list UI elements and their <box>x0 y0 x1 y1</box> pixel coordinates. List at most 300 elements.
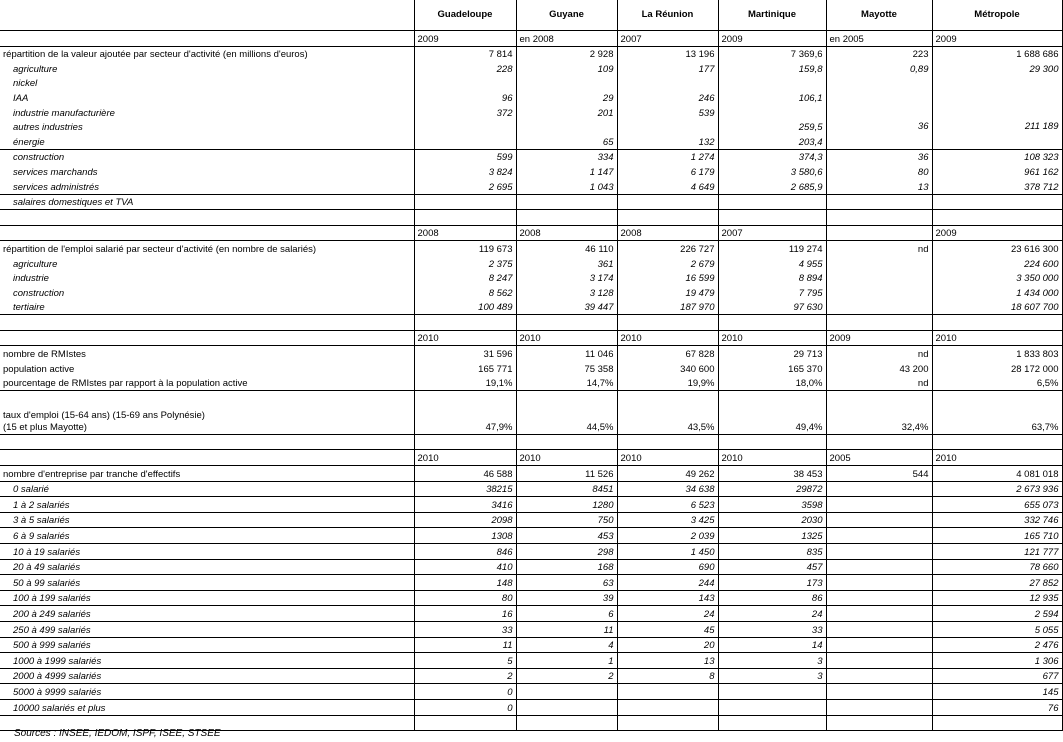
value-cell: 3 824 <box>414 164 516 179</box>
value-cell: 63,7% <box>932 406 1062 435</box>
value-cell: 2 685,9 <box>718 179 826 194</box>
value-cell: 43 200 <box>826 361 932 376</box>
value-cell: 3 580,6 <box>718 164 826 179</box>
value-cell: nd <box>826 346 932 361</box>
value-cell: 13 196 <box>617 46 718 61</box>
row-label: population active <box>3 363 75 375</box>
value-cell: 108 323 <box>932 149 1062 164</box>
value-cell: 80 <box>414 590 516 606</box>
value-cell: 32,4% <box>826 406 932 435</box>
row-label: 3 à 5 salariés <box>0 512 414 528</box>
value-cell: 677 <box>932 668 1062 684</box>
value-cell: 13 <box>826 179 932 194</box>
value-cell <box>414 210 516 226</box>
value-cell: 33 <box>718 621 826 637</box>
value-cell <box>516 391 617 406</box>
value-cell: 80 <box>826 164 932 179</box>
value-cell: 835 <box>718 544 826 560</box>
year-cell: 2009 <box>414 31 516 47</box>
value-cell: 29872 <box>718 481 826 497</box>
table-row <box>0 497 1062 513</box>
value-cell: 1 688 686 <box>932 46 1062 61</box>
value-cell <box>826 271 932 286</box>
value-cell: 5 <box>414 653 516 669</box>
year-cell: en 2008 <box>516 31 617 47</box>
row-label <box>0 225 414 241</box>
value-cell: 3 174 <box>516 271 617 286</box>
value-cell <box>826 497 932 513</box>
value-cell <box>718 76 826 91</box>
value-cell <box>414 134 516 149</box>
value-cell <box>932 715 1062 731</box>
value-cell <box>718 715 826 731</box>
value-cell: 148 <box>414 575 516 591</box>
value-cell: 4 081 018 <box>932 466 1062 482</box>
value-cell: 244 <box>617 575 718 591</box>
value-cell: 223 <box>826 46 932 61</box>
value-cell <box>414 315 516 331</box>
row-label: salaires domestiques et TVA <box>0 194 414 210</box>
value-cell: 226 727 <box>617 241 718 256</box>
value-cell: 24 <box>617 606 718 622</box>
header-blank <box>0 0 414 31</box>
value-cell: 961 162 <box>932 164 1062 179</box>
value-cell: 19 479 <box>617 285 718 300</box>
value-cell: 4 649 <box>617 179 718 194</box>
column-header: Mayotte <box>826 0 932 31</box>
value-cell <box>826 285 932 300</box>
spacer-row <box>0 315 1062 331</box>
value-cell: 16 <box>414 606 516 622</box>
year-row <box>0 225 1062 241</box>
value-cell <box>516 684 617 700</box>
value-cell: 332 746 <box>932 512 1062 528</box>
value-cell: 49 262 <box>617 466 718 482</box>
value-cell <box>414 434 516 450</box>
value-cell: 34 638 <box>617 481 718 497</box>
row-label: 2000 à 4999 salariés <box>0 668 414 684</box>
row-label <box>0 434 414 450</box>
year-cell: 2010 <box>932 330 1062 346</box>
value-cell: 97 630 <box>718 300 826 315</box>
value-cell: 132 <box>617 134 718 149</box>
value-cell <box>826 315 932 331</box>
value-cell: 11 <box>414 637 516 653</box>
value-cell <box>826 194 932 210</box>
value-cell <box>826 434 932 450</box>
value-cell: 29 <box>516 90 617 105</box>
value-cell: 18 607 700 <box>932 300 1062 315</box>
row-label: agriculture <box>13 258 58 270</box>
row-label <box>0 210 414 226</box>
row-label: autres industries <box>13 122 83 134</box>
value-cell: 3 425 <box>617 512 718 528</box>
value-cell: 2 <box>516 668 617 684</box>
value-cell: 410 <box>414 559 516 575</box>
table-row <box>0 300 1062 315</box>
value-cell <box>932 194 1062 210</box>
year-cell: 2009 <box>932 225 1062 241</box>
year-cell: en 2005 <box>826 31 932 47</box>
row-label <box>0 406 414 435</box>
value-cell <box>516 120 617 135</box>
value-cell <box>617 76 718 91</box>
value-cell: 168 <box>516 559 617 575</box>
row-label: industrie manufacturière <box>13 107 115 119</box>
value-cell: 453 <box>516 528 617 544</box>
value-cell <box>826 256 932 271</box>
value-cell: 340 600 <box>617 361 718 376</box>
value-cell: 7 369,6 <box>718 46 826 61</box>
value-cell: 33 <box>414 621 516 637</box>
year-row <box>0 450 1062 466</box>
year-cell: 2007 <box>617 31 718 47</box>
value-cell <box>617 210 718 226</box>
row-label: 20 à 49 salariés <box>0 559 414 575</box>
year-cell: 2005 <box>826 450 932 466</box>
value-cell: 145 <box>932 684 1062 700</box>
value-cell <box>826 699 932 715</box>
value-cell: 38 453 <box>718 466 826 482</box>
table-row <box>0 590 1062 606</box>
value-cell: 38215 <box>414 481 516 497</box>
value-cell: 334 <box>516 149 617 164</box>
column-header: La Réunion <box>617 0 718 31</box>
table-row <box>0 559 1062 575</box>
table-row <box>0 637 1062 653</box>
value-cell: 36 <box>826 105 932 149</box>
value-cell <box>826 512 932 528</box>
value-cell: 2 679 <box>617 256 718 271</box>
year-cell: 2009 <box>718 31 826 47</box>
value-cell <box>617 715 718 731</box>
year-cell: 2009 <box>826 330 932 346</box>
row-label: 6 à 9 salariés <box>0 528 414 544</box>
value-cell: 75 358 <box>516 361 617 376</box>
value-cell: 0,89 <box>826 61 932 76</box>
row-label: construction <box>0 149 414 164</box>
row-label: nombre d'entreprise par tranche d'effectifs <box>0 466 414 482</box>
value-cell <box>718 684 826 700</box>
value-cell <box>932 90 1062 105</box>
value-cell: 1 450 <box>617 544 718 560</box>
value-cell: 201 <box>516 105 617 120</box>
value-cell: 211 189 <box>932 105 1062 149</box>
value-cell <box>932 210 1062 226</box>
value-cell <box>826 653 932 669</box>
column-header: Martinique <box>718 0 826 31</box>
value-cell: 6 179 <box>617 164 718 179</box>
value-cell: 655 073 <box>932 497 1062 513</box>
value-cell: 2 695 <box>414 179 516 194</box>
value-cell: 20 <box>617 637 718 653</box>
value-cell <box>826 684 932 700</box>
value-cell: 78 660 <box>932 559 1062 575</box>
value-cell <box>516 715 617 731</box>
table-row <box>0 528 1062 544</box>
row-label: nickel <box>13 78 38 90</box>
value-cell: 46 110 <box>516 241 617 256</box>
value-cell: 39 447 <box>516 300 617 315</box>
value-cell: 378 712 <box>932 179 1062 194</box>
value-cell: 1308 <box>414 528 516 544</box>
row-label <box>0 330 414 346</box>
value-cell: 1 833 803 <box>932 346 1062 361</box>
value-cell: 2 594 <box>932 606 1062 622</box>
value-cell: 45 <box>617 621 718 637</box>
value-cell: 228 <box>414 61 516 76</box>
value-cell <box>932 434 1062 450</box>
year-cell: 2010 <box>414 450 516 466</box>
value-cell: 203,4 <box>718 134 826 149</box>
table-row <box>0 164 1062 179</box>
value-cell: 177 <box>617 61 718 76</box>
value-cell: 1280 <box>516 497 617 513</box>
value-cell: 3 <box>718 653 826 669</box>
value-cell: 27 852 <box>932 575 1062 591</box>
value-cell: 3598 <box>718 497 826 513</box>
row-label: 1000 à 1999 salariés <box>0 653 414 669</box>
row-label: industrie <box>13 273 49 285</box>
value-cell: 106,1 <box>718 90 826 105</box>
value-cell: 119 673 <box>414 241 516 256</box>
value-cell <box>414 194 516 210</box>
value-cell <box>718 699 826 715</box>
value-cell <box>826 300 932 315</box>
value-cell <box>617 699 718 715</box>
table-row <box>0 271 1062 286</box>
value-cell: 14 <box>718 637 826 653</box>
value-cell: 39 <box>516 590 617 606</box>
value-cell <box>414 391 516 406</box>
value-cell: 361 <box>516 256 617 271</box>
row-label <box>0 391 414 406</box>
row-label <box>0 450 414 466</box>
year-cell: 2007 <box>718 225 826 241</box>
value-cell: 1325 <box>718 528 826 544</box>
value-cell: 173 <box>718 575 826 591</box>
value-cell: 4 955 <box>718 256 826 271</box>
value-cell <box>718 210 826 226</box>
value-cell: 2 375 <box>414 256 516 271</box>
value-cell: 3 128 <box>516 285 617 300</box>
row-label: services marchands <box>13 166 98 178</box>
value-cell: 119 274 <box>718 241 826 256</box>
value-cell: 374,3 <box>718 149 826 164</box>
table-row <box>0 346 1062 361</box>
value-cell <box>826 637 932 653</box>
value-cell: 0 <box>414 699 516 715</box>
value-cell <box>826 481 932 497</box>
section-title-row <box>0 46 1062 61</box>
value-cell: 750 <box>516 512 617 528</box>
year-cell: 2010 <box>414 330 516 346</box>
value-cell <box>718 391 826 406</box>
table-row <box>0 684 1062 700</box>
year-cell: 2009 <box>932 31 1062 47</box>
value-cell: 23 616 300 <box>932 241 1062 256</box>
value-cell <box>414 120 516 135</box>
value-cell: 96 <box>414 90 516 105</box>
row-label: 5000 à 9999 salariés <box>0 684 414 700</box>
value-cell <box>826 391 932 406</box>
value-cell <box>826 668 932 684</box>
row-label: 500 à 999 salariés <box>0 637 414 653</box>
row-label <box>0 31 414 47</box>
row-label: agriculture <box>13 63 58 75</box>
value-cell: 6 523 <box>617 497 718 513</box>
value-cell: 49,4% <box>718 406 826 435</box>
value-cell <box>826 544 932 560</box>
table-row <box>0 256 1062 271</box>
table-row <box>0 544 1062 560</box>
value-cell: 65 <box>516 134 617 149</box>
value-cell <box>516 434 617 450</box>
value-cell <box>932 391 1062 406</box>
value-cell <box>826 210 932 226</box>
value-cell: 6,5% <box>932 376 1062 391</box>
value-cell: 43,5% <box>617 406 718 435</box>
year-cell: 2010 <box>932 450 1062 466</box>
value-cell: 11 046 <box>516 346 617 361</box>
value-cell <box>617 315 718 331</box>
value-cell: 690 <box>617 559 718 575</box>
value-cell: 187 970 <box>617 300 718 315</box>
value-cell: 165 710 <box>932 528 1062 544</box>
row-label: 250 à 499 salariés <box>0 621 414 637</box>
value-cell: 544 <box>826 466 932 482</box>
year-cell: 2008 <box>516 225 617 241</box>
value-cell: 2030 <box>718 512 826 528</box>
value-cell: 539 <box>617 105 718 120</box>
value-cell: 18,0% <box>718 376 826 391</box>
value-cell: 259,5 <box>718 120 826 135</box>
value-cell <box>826 90 932 105</box>
value-cell: 6 <box>516 606 617 622</box>
value-cell: 11 526 <box>516 466 617 482</box>
year-row <box>0 31 1062 47</box>
value-cell: 63 <box>516 575 617 591</box>
section-title-row <box>0 241 1062 256</box>
value-cell: nd <box>826 241 932 256</box>
value-cell: 12 935 <box>932 590 1062 606</box>
year-cell: 2010 <box>718 330 826 346</box>
row-label: IAA <box>13 92 29 104</box>
value-cell: 1 043 <box>516 179 617 194</box>
value-cell: 165 771 <box>414 361 516 376</box>
value-cell <box>516 194 617 210</box>
value-cell: 11 <box>516 621 617 637</box>
value-cell: 143 <box>617 590 718 606</box>
value-cell: 121 777 <box>932 544 1062 560</box>
value-cell: 846 <box>414 544 516 560</box>
value-cell <box>617 391 718 406</box>
value-cell: 599 <box>414 149 516 164</box>
value-cell <box>826 621 932 637</box>
row-label <box>0 315 414 331</box>
value-cell <box>516 315 617 331</box>
value-cell: 165 370 <box>718 361 826 376</box>
value-cell: 1 274 <box>617 149 718 164</box>
row-label: services administrés <box>13 181 100 193</box>
row-label: 50 à 99 salariés <box>0 575 414 591</box>
value-cell: 457 <box>718 559 826 575</box>
column-header: Guyane <box>516 0 617 31</box>
value-cell: 36 <box>826 149 932 164</box>
table-row <box>0 149 1062 164</box>
value-cell: 19,9% <box>617 376 718 391</box>
year-cell <box>826 225 932 241</box>
header-row <box>0 0 1062 31</box>
value-cell: 8451 <box>516 481 617 497</box>
row-label: 100 à 199 salariés <box>0 590 414 606</box>
value-cell: nd <box>826 376 932 391</box>
value-cell: 2 673 936 <box>932 481 1062 497</box>
value-cell: 8 247 <box>414 271 516 286</box>
value-cell: 46 588 <box>414 466 516 482</box>
row-label: pourcentage de RMIstes par rapport à la population active <box>3 378 248 390</box>
table-row <box>0 668 1062 684</box>
value-cell: 14,7% <box>516 376 617 391</box>
table-row <box>0 179 1062 194</box>
value-cell <box>932 76 1062 91</box>
value-cell <box>516 210 617 226</box>
taux-row <box>0 406 1062 435</box>
value-cell <box>826 575 932 591</box>
value-cell <box>826 559 932 575</box>
value-cell: 8 562 <box>414 285 516 300</box>
value-cell <box>826 590 932 606</box>
value-cell: 2 476 <box>932 637 1062 653</box>
year-cell: 2008 <box>414 225 516 241</box>
table-row <box>0 653 1062 669</box>
table-row <box>0 481 1062 497</box>
value-cell <box>826 606 932 622</box>
table-row <box>0 194 1062 210</box>
value-cell: 4 <box>516 637 617 653</box>
spacer-row <box>0 391 1062 406</box>
value-cell: 31 596 <box>414 346 516 361</box>
table-row <box>0 76 1062 91</box>
value-cell: 24 <box>718 606 826 622</box>
value-cell: 8 <box>617 668 718 684</box>
table-row <box>0 699 1062 715</box>
value-cell: 159,8 <box>718 61 826 76</box>
value-cell: 8 894 <box>718 271 826 286</box>
row-label: répartition de l'emploi salarié par secteur d'activité (en nombre de salariés) <box>0 241 414 256</box>
year-cell: 2010 <box>617 330 718 346</box>
year-cell: 2010 <box>718 450 826 466</box>
year-row <box>0 330 1062 346</box>
value-cell <box>617 684 718 700</box>
value-cell: 1 434 000 <box>932 285 1062 300</box>
value-cell: 298 <box>516 544 617 560</box>
value-cell: 2098 <box>414 512 516 528</box>
value-cell <box>414 76 516 91</box>
value-cell <box>826 715 932 731</box>
value-cell <box>718 105 826 120</box>
value-cell: 7 795 <box>718 285 826 300</box>
value-cell: 246 <box>617 90 718 105</box>
table-row <box>0 376 1062 391</box>
column-header: Métropole <box>932 0 1062 31</box>
value-cell: 29 713 <box>718 346 826 361</box>
table-row <box>0 575 1062 591</box>
value-cell: 3416 <box>414 497 516 513</box>
value-cell: 109 <box>516 61 617 76</box>
value-cell: 47,9% <box>414 406 516 435</box>
row-label: 1 à 2 salariés <box>0 497 414 513</box>
